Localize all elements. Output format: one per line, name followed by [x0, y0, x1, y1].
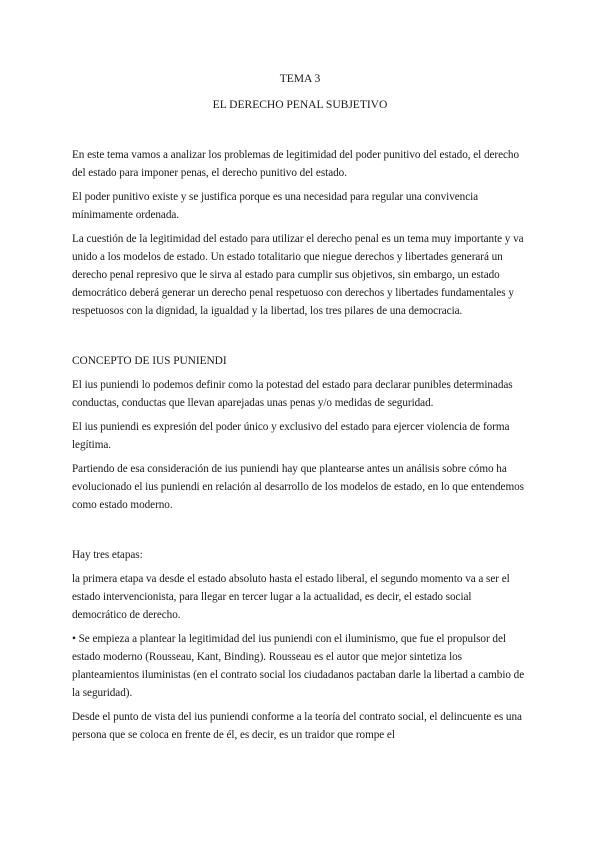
stages-paragraph-2: • Se empieza a plantear la legitimidad del ius puniendi con el iluminismo, que fue el propulsor del estado moderno (Rousseau, Kant, Binding). Rousseau es el autor que mejor sintetiza los planteamientos iluministas (en el contrato social los ciudadanos pactaban darle la libertad a cambio de la seguridad).	[72, 633, 525, 699]
section-paragraph-2: El ius puniendi es expresión del poder único y exclusivo del estado para ejercer violencia de forma legítima.	[72, 421, 510, 451]
stages-paragraph-3: Desde el punto de vista del ius puniendi conforme a la teoría del contrato social, el delincuente es una persona que se coloca en frente de él, es decir, es un traidor que rompe el	[72, 711, 522, 741]
document-title: EL DERECHO PENAL SUBJETIVO	[212, 98, 388, 111]
intro-paragraph-2: El poder punitivo existe y se justifica porque es una necesidad para regular una convivencia mínimamente ordenada.	[72, 191, 479, 221]
section-paragraph-3: Partiendo de esa consideración de ius puniendi hay que plantearse antes un análisis sobre cómo ha evolucionado el ius puniendi en relación al desarrollo de los modelos de estado, en lo que entendemos como estado moderno.	[72, 463, 524, 511]
document-page	[72, 70, 528, 744]
stages-intro: Hay tres etapas:	[72, 549, 143, 561]
section-heading: CONCEPTO DE IUS PUNIENDI	[72, 355, 227, 367]
intro-paragraph-3: La cuestión de la legitimidad del estado para utilizar el derecho penal es un tema muy importante y va unido a los modelos de estado. Un estado totalitario que niegue derechos y libertades generará un derecho penal represivo que le sirva al estado para cumplir sus objetivos, sin embargo, un estado democrático deberá generar un derecho penal respetuoso con derechos y libertades fundamentales y respetuosos con la dignidad, la igualdad y la libertad, los tres pilares de una democracia.	[72, 233, 524, 317]
theme-number: TEMA 3	[279, 72, 321, 85]
stages-paragraph-1: la primera etapa va desde el estado absoluto hasta el estado liberal, el segundo momento va a ser el estado intervencionista, para llegar en tercer lugar a la actualidad, es decir, el estado social democrático de derecho.	[72, 573, 510, 621]
intro-paragraph-1: En este tema vamos a analizar los problemas de legitimidad del poder punitivo del estado, el derecho del estado para imponer penas, el derecho punitivo del estado.	[72, 149, 520, 179]
section-paragraph-1: El ius puniendi lo podemos definir como la potestad del estado para declarar punibles determinadas conductas, conductas que llevan aparejadas unas penas y/o medidas de seguridad.	[72, 379, 513, 409]
